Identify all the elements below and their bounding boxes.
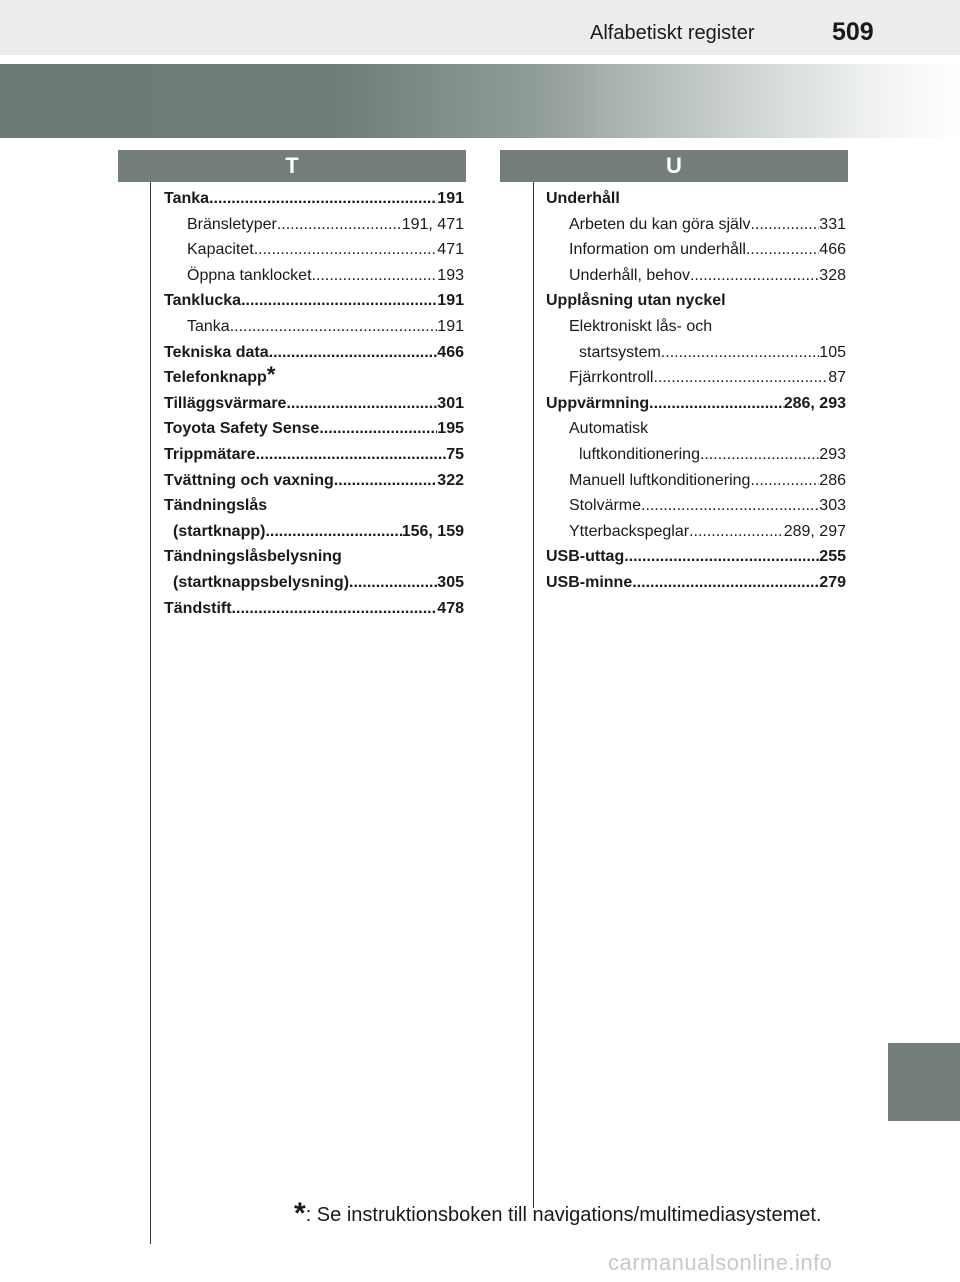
entry-label: Manuell luftkonditionering [569,471,751,489]
decorative-banner [0,64,960,138]
index-entry [164,340,464,366]
index-subentry [546,416,846,442]
entry-label: Tekniska data [164,343,269,361]
index-letter-heading-u: U [500,150,848,182]
index-entry [164,288,464,314]
entry-label: Tanka [164,190,210,207]
index-entry [164,362,464,391]
entry-label: Arbeten du kan göra själv [569,215,751,233]
entry-label: Tvättning och vaxning [164,471,334,489]
entry-label: startsystem [579,343,661,361]
entry-label: Underhåll, behov [569,266,690,284]
index-entry-continuation [164,570,464,596]
index-subentry [546,237,846,263]
index-entry [546,391,846,417]
index-subentry [546,365,846,391]
index-entry [164,416,464,442]
entry-label: Tändstift [164,599,232,617]
entry-page: 466 [437,343,464,361]
index-column-t [164,186,464,621]
entry-page: 471 [437,241,464,259]
index-column-u [546,186,846,596]
index-entry [164,442,464,468]
entry-page: 322 [437,471,464,489]
entry-label: Tanklucka [164,292,242,310]
page-number: 509 [832,18,874,46]
entry-label: Ytterbackspeglar [569,522,690,540]
page-header-bar [0,0,960,55]
entry-page: 75 [446,445,464,463]
entry-label: Öppna tanklocket [187,266,312,284]
entry-label: Tändningslåsbelysning [164,548,342,566]
entry-label: Tändningslås [164,497,268,515]
entry-page: 156, 159 [401,522,464,540]
entry-page: 191 [437,292,464,310]
entry-page: 193 [437,266,464,284]
entry-label: Automatisk [569,420,649,438]
index-subentry [164,263,464,289]
entry-page: 289, 297 [783,522,846,540]
watermark: carmanualsonline.info [608,1250,833,1275]
entry-page: 286, 293 [783,394,846,412]
index-subentry [546,519,846,545]
index-subentry [164,314,464,340]
entry-label: Stolvärme [569,497,642,515]
entry-page: 191, 471 [401,215,464,233]
entry-page: 191 [437,190,464,207]
entry-label: Tilläggsvärmare [164,394,287,412]
index-subentry [164,212,464,238]
entry-page: 328 [819,266,846,284]
entry-label: Uppvärmning [546,394,650,412]
entry-label: Fjärrkontroll [569,369,654,387]
entry-page: 279 [819,573,846,591]
index-subentry [546,212,846,238]
entry-label: Tanka [187,317,230,335]
index-subentry [546,314,846,340]
column-divider-middle [533,182,534,1208]
column-divider-left [150,182,151,1244]
index-entry-continuation [164,519,464,545]
entry-label: (startknappsbelysning) [173,573,350,591]
index-entry [546,288,846,314]
entry-page: 293 [819,445,846,463]
entry-page: 195 [437,420,464,438]
chapter-tab [888,1043,960,1121]
footnote-marker: * [294,1197,306,1230]
footnote-marker: * [266,362,276,388]
entry-page: 305 [437,573,464,591]
index-letter-heading-t: T [118,150,466,182]
entry-label: (startknapp) [173,522,266,540]
entry-label: Information om underhåll [569,241,746,259]
entry-page: 255 [819,548,846,566]
footnote [294,1197,822,1230]
entry-page: 286 [819,471,846,489]
entry-page: 191 [437,317,464,335]
entry-label: USB-uttag [546,548,625,566]
index-entry [164,544,464,570]
index-subentry [546,493,846,519]
index-entry [546,186,846,212]
index-entry [546,544,846,570]
entry-label: luftkonditionering [579,445,700,463]
index-subentry-continuation [546,340,846,366]
index-entry [546,570,846,596]
entry-page: 478 [437,599,464,617]
entry-label: Underhåll [546,190,620,207]
index-entry [164,186,464,212]
section-title: Alfabetiskt register [590,22,755,44]
entry-label: Bränsletyper [187,215,277,233]
index-entry [164,596,464,622]
entry-page: 87 [828,369,846,387]
entry-page: 105 [819,343,846,361]
entry-label: Upplåsning utan nyckel [546,292,726,310]
index-entry [164,391,464,417]
footnote-text: : Se instruktionsboken till navigations/multimediasystemet. [305,1204,822,1226]
entry-page: 331 [819,215,846,233]
entry-label: Trippmätare [164,445,256,463]
entry-label: USB-minne [546,573,633,591]
index-entry [164,468,464,494]
entry-page: 303 [819,497,846,515]
entry-label: Kapacitet [187,241,254,259]
index-subentry [546,263,846,289]
index-subentry-continuation [546,442,846,468]
entry-page: 301 [437,394,464,412]
entry-page: 466 [819,241,846,259]
index-subentry [164,237,464,263]
index-subentry [546,468,846,494]
entry-label: Telefonknapp [164,369,267,387]
entry-label: Elektroniskt lås- och [569,317,713,335]
index-entry [164,493,464,519]
entry-label: Toyota Safety Sense [164,420,320,438]
